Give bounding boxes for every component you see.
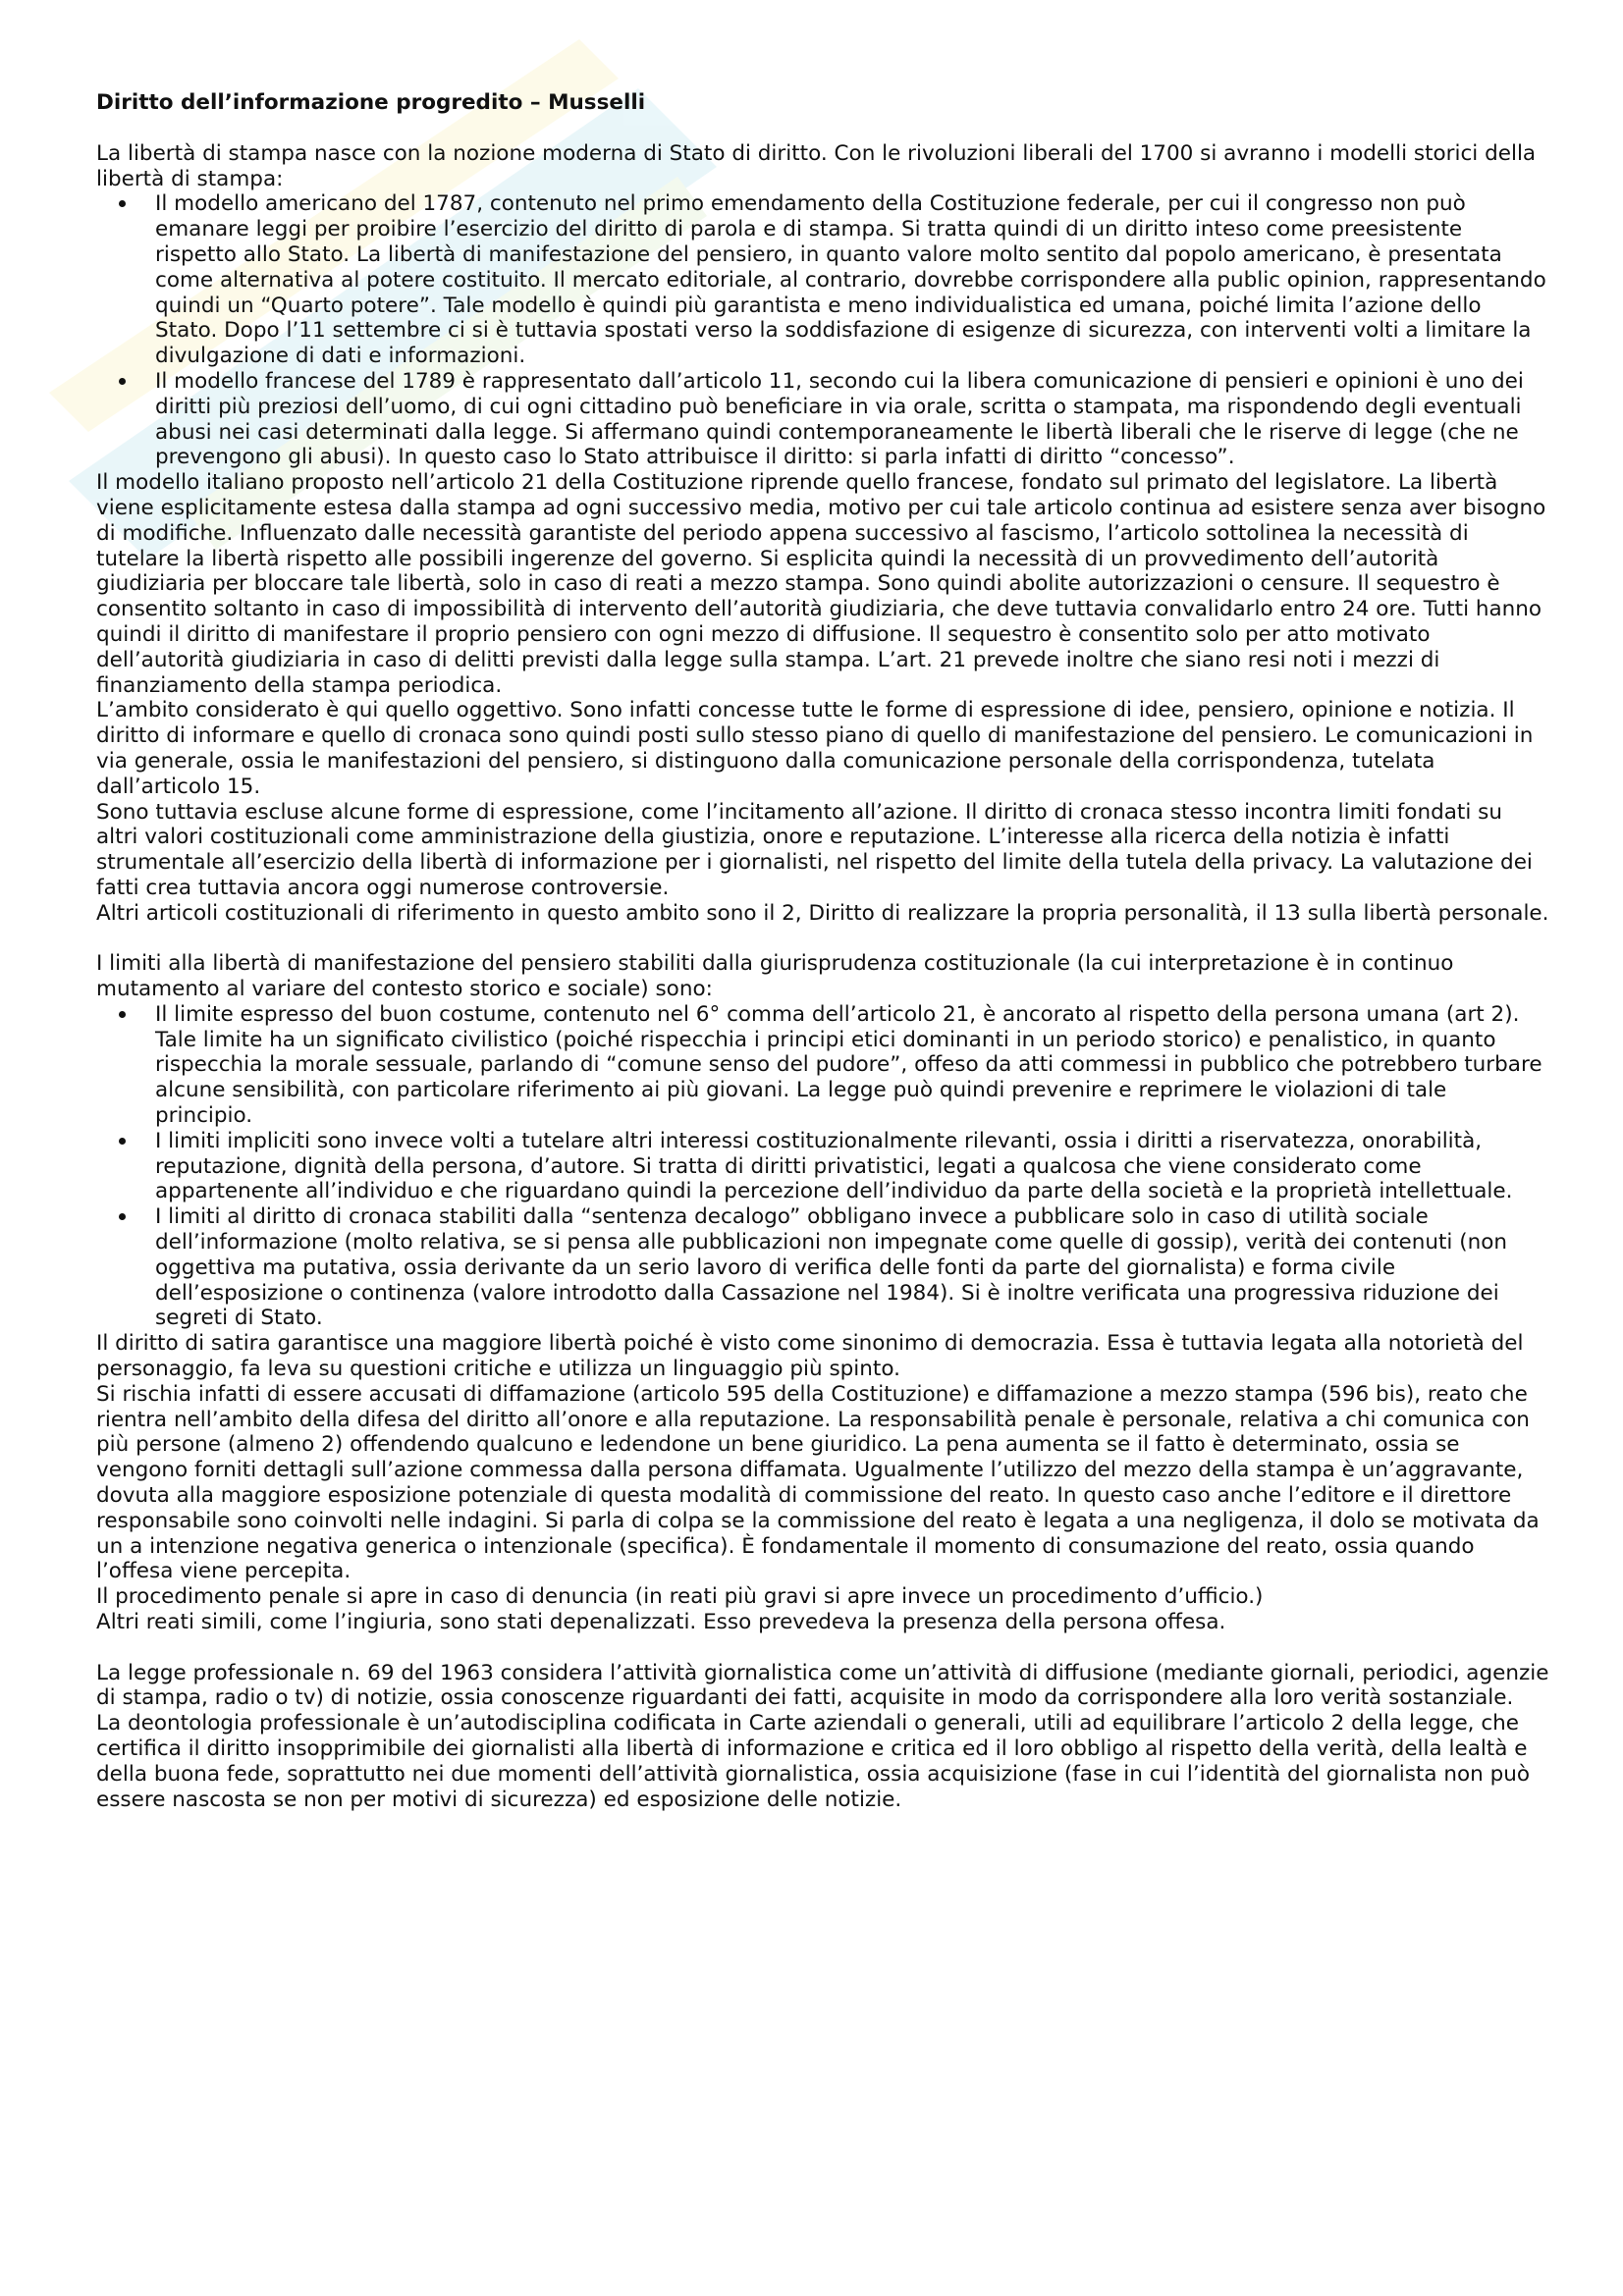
paragraph: L’ambito considerato è qui quello oggettivo. Sono infatti concesse tutte le forme di espressione di idee, pensiero, opinione e notizia. Il diritto di informare e quello di cronaca sono quindi posti sullo stesso piano di quello di manifestazione del pensiero. Le comunicazioni in via generale, ossia le manifestazioni del pensiero, si distinguono dalla comunicazione personale della corrispondenza, tutelata dall’articolo 15. xyxy=(96,698,1534,799)
paragraph: Altri articoli costituzionali di riferimento in questo ambito sono il 2, Diritto di realizzare la propria personalità, il 13 sulla libertà personale. xyxy=(96,900,1549,926)
section-modelli-storici xyxy=(96,141,1549,927)
spacer xyxy=(96,927,1549,952)
document-body xyxy=(96,90,1549,1812)
spacer xyxy=(96,1635,1549,1661)
bullet-item: Il modello americano del 1787, contenuto nel primo emendamento della Costituzione federale, per cui il congresso non può emanare leggi per proibire l’esercizio del diritto di parola e di stampa. Si tratta quindi di un diritto inteso come preesistente rispetto allo Stato. La libertà di manifestazione del pensiero, in quanto valore molto sentito dal popolo americano, è presentata come alternativa al potere costituito. Il mercato editoriale, al contrario, dovrebbe corrispondere alla public opinion, rappresentando quindi un “Quarto potere”. Tale modello è quindi più garantista e meno individualistica ed umana, poiché limita l’azione dello Stato. Dopo l’11 settembre ci si è tuttavia spostati verso la soddisfazione di esigenze di sicurezza, con interventi volti a limitare la divulgazione di dati e informazioni. xyxy=(155,191,1549,369)
paragraph: Il diritto di satira garantisce una maggiore libertà poiché è visto come sinonimo di democrazia. Essa è tuttavia legata alla notorietà del personaggio, fa leva su questioni critiche e utilizza un linguaggio più spinto. xyxy=(96,1331,1524,1382)
document-title: Diritto dell’informazione progredito – Musselli xyxy=(96,90,646,115)
paragraph: I limiti alla libertà di manifestazione del pensiero stabiliti dalla giurisprudenza costituzionale (la cui interpretazione è in continuo mutamento al variare del contesto storico e sociale) sono: xyxy=(96,951,1454,1002)
bullet-item: Il modello francese del 1789 è rappresentato dall’articolo 11, secondo cui la libera comunicazione di pensieri e opinioni è uno dei diritti più preziosi dell’uomo, di cui ogni cittadino può beneficiare in via orale, scritta o stampata, ma rispondendo degli eventuali abusi nei casi determinati dalla legge. Si affermano quindi contemporaneamente le libertà liberali che le riserve di legge (che ne prevengono gli abusi). In questo caso lo Stato attribuisce il diritto: si parla infatti di diritto “concesso”. xyxy=(155,369,1549,470)
paragraph: La deontologia professionale è un’autodisciplina codificata in Carte aziendali o generali, utili ad equilibrare l’articolo 2 della legge, che certifica il diritto insopprimibile dei giornalisti alla libertà di informazione e critica ed il loro obbligo al rispetto della verità, della lealtà e della buona fede, soprattutto nei due momenti dell’attività giornalistica, ossia acquisizione (fase in cui l’identità del giornalista non può essere nascosta se non per motivi di sicurezza) ed esposizione delle notizie. xyxy=(96,1711,1531,1812)
bullet-list xyxy=(96,1002,1549,1331)
paragraph: La legge professionale n. 69 del 1963 considera l’attività giornalistica come un’attività di diffusione (mediante giornali, periodici, agenzie di stampa, radio o tv) di notizie, ossia conoscenze riguardanti dei fatti, acquisite in modo da corrispondere alla loro verità sostanziale. xyxy=(96,1660,1549,1711)
paragraph: Il modello italiano proposto nell’articolo 21 della Costituzione riprende quello francese, fondato sul primato del legislatore. La libertà viene esplicitamente estesa dalla stampa ad ogni successivo media, motivo per cui tale articolo continua ad esistere senza aver bisogno di modifiche. Influenzato dalle necessità garantiste del periodo appena successivo al fascismo, l’articolo sottolinea la necessità di tutelare la libertà rispetto alle possibili ingerenze del governo. Si esplicita quindi la necessità di un provvedimento dell’autorità giudiziaria per bloccare tale libertà, solo in caso di reati a mezzo stampa. Sono quindi abolite autorizzazioni o censure. Il sequestro è consentito soltanto in caso di impossibilità di intervento dell’autorità giudiziaria, che deve tuttavia convalidarlo entro 24 ore. Tutti hanno quindi il diritto di manifestare il proprio pensiero con ogni mezzo di diffusione. Il sequestro è consentito solo per atto motivato dell’autorità giudiziaria in caso di delitti previsti dalla legge sulla stampa. L’art. 21 prevede inoltre che siano resi noti i mezzi di finanziamento della stampa periodica. xyxy=(96,470,1546,698)
paragraph: Si rischia infatti di essere accusati di diffamazione (articolo 595 della Costituzione) e diffamazione a mezzo stampa (596 bis), reato che rientra nell’ambito della difesa del diritto all’onore e alla reputazione. La responsabilità penale è personale, relativa a chi comunica con più persone (almeno 2) offendendo qualcuno e ledendone un bene giuridico. La pena aumenta se il fatto è determinato, ossia se vengono forniti dettagli sull’azione commessa dalla persona diffamata. Ugualmente l’utilizzo del mezzo della stampa è un’aggravante, dovuta alla maggiore esposizione potenziale di questa modalità di commissione del reato. In questo caso anche l’editore e il direttore responsabile sono coinvolti nelle indagini. Si parla di colpa se la commissione del reato è legata a una negligenza, il dolo se motivata da un a intenzione negativa generica o intenzionale (specifica). È fondamentale il momento di consumazione del reato, ossia quando l’offesa viene percepita. xyxy=(96,1381,1540,1584)
section-limiti xyxy=(96,951,1549,1635)
section-legge-professionale xyxy=(96,1661,1549,1813)
paragraph: La libertà di stampa nasce con la nozione moderna di Stato di diritto. Con le rivoluzioni liberali del 1700 si avranno i modelli storici della libertà di stampa: xyxy=(96,140,1537,191)
paragraph: Altri reati simili, come l’ingiuria, sono stati depenalizzati. Esso prevedeva la presenza della persona offesa. xyxy=(96,1610,1226,1635)
bullet-list xyxy=(96,191,1549,470)
bullet-item: I limiti impliciti sono invece volti a tutelare altri interessi costituzionalmente rilevanti, ossia i diritti a riservatezza, onorabilità, reputazione, dignità della persona, d’autore. Si tratta di diritti privatistici, legati a qualcosa che viene considerato come appartenente all’individuo e che riguardano quindi la percezione dell’individuo da parte della società e la proprietà intellettuale. xyxy=(155,1129,1549,1204)
bullet-item: I limiti al diritto di cronaca stabiliti dalla “sentenza decalogo” obbligano invece a pubblicare solo in caso di utilità sociale dell’informazione (molto relativa, se si pensa alle pubblicazioni non impegnate come quelle di gossip), verità dei contenuti (non oggettiva ma putativa, ossia derivante da un serio lavoro di verifica delle fonti da parte del giornalista) e forma civile dell’esposizione o continenza (valore introdotto dalla Cassazione nel 1984). Si è inoltre verificata una progressiva riduzione dei segreti di Stato. xyxy=(155,1204,1549,1331)
paragraph: Il procedimento penale si apre in caso di denuncia (in reati più gravi si apre invece un procedimento d’ufficio.) xyxy=(96,1584,1264,1610)
paragraph: Sono tuttavia escluse alcune forme di espressione, come l’incitamento all’azione. Il diritto di cronaca stesso incontra limiti fondati su altri valori costituzionali come amministrazione della giustizia, onore e reputazione. L’interesse alla ricerca della notizia è infatti strumentale all’esercizio della libertà di informazione per i giornalisti, nel rispetto del limite della tutela della privacy. La valutazione dei fatti crea tuttavia ancora oggi numerose controversie. xyxy=(96,799,1533,900)
bullet-item: Il limite espresso del buon costume, contenuto nel 6° comma dell’articolo 21, è ancorato al rispetto della persona umana (art 2). Tale limite ha un significato civilistico (poiché rispecchia i principi etici dominanti in un periodo storico) e penalistico, in quanto rispecchia la morale sessuale, parlando di “comune senso del pudore”, offeso da atti commessi in pubblico che potrebbero turbare alcune sensibilità, con particolare riferimento ai più giovani. La legge può quindi prevenire e reprimere le violazioni di tale principio. xyxy=(155,1002,1549,1129)
